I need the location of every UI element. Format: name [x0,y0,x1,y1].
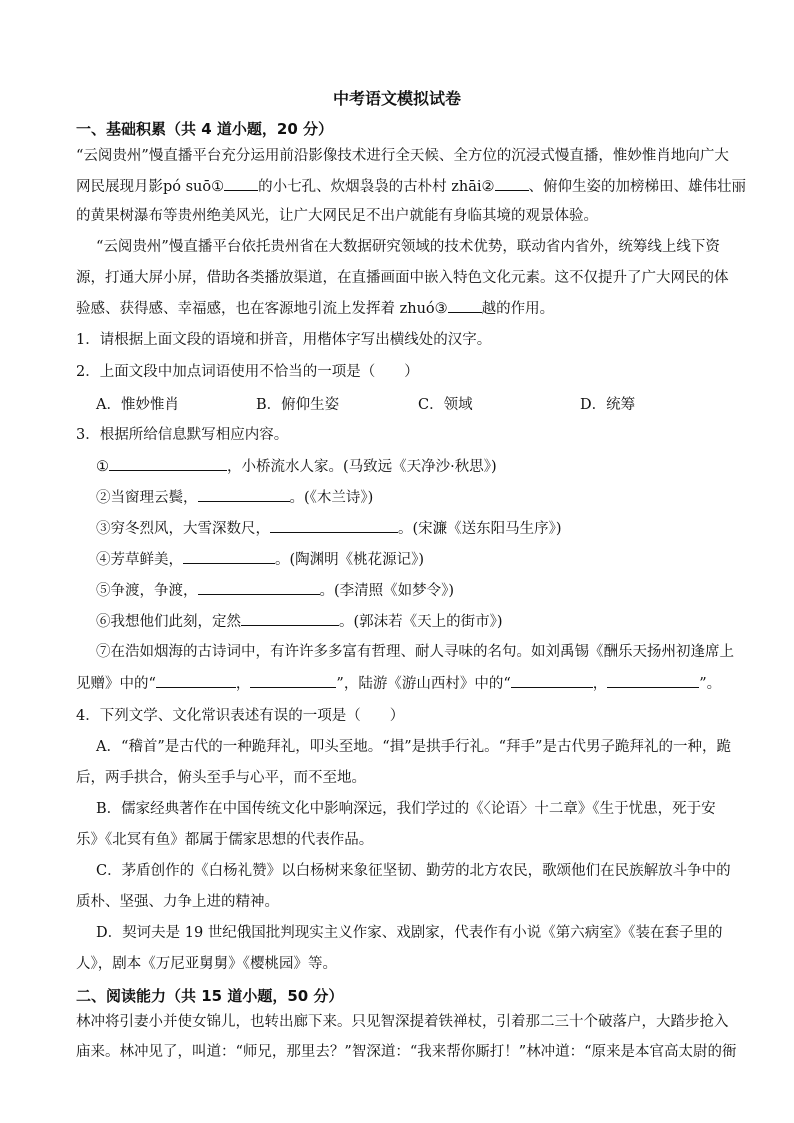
item-text: ②当窗理云鬓， [96,490,198,506]
passage-line-2 [76,176,746,197]
recite-item-2 [96,487,373,508]
answer-blank[interactable] [607,673,699,688]
reading-line-1: 林冲将引妻小并使女锦儿，也转出廊下来。只见智深提着铁禅杖，引着那二三十个破落户，大踏步抢入 [76,1014,729,1030]
answer-blank[interactable] [198,487,290,502]
option-b-line-2: 乐》《北冥有鱼》都属于儒家思想的代表作品。 [76,832,374,848]
option-b[interactable]: B．俯仰生姿 [256,397,340,413]
recite-item-3 [96,518,562,539]
option-c-line-1[interactable]: C．茅盾创作的《白杨礼赞》以白杨树来象征坚韧、勤劳的北方农民，歌颂他们在民族解放斗争中的 [96,863,731,879]
item-text: ① [96,459,109,475]
answer-blank[interactable] [270,518,398,533]
answer-blank[interactable] [250,673,336,688]
item-text: ⑤争渡，争渡， [96,583,198,599]
item-text: ③穷冬烈风，大雪深数尺， [96,521,270,537]
recite-item-7-line-1: ⑦在浩如烟海的古诗词中，有许许多多富有哲理、耐人寻味的名句。如刘禹锡《酬乐天扬州初逢席上 [96,644,734,660]
item-text: ， [235,676,251,692]
answer-blank[interactable] [156,673,236,688]
question-2: 2．上面文段中加点词语使用不恰当的一项是（ ） [76,364,419,380]
passage-line-5: 源，打通大屏小屏，借助各类播放渠道，在直播画面中嵌入特色文化元素。这不仅提升了广大网民的体 [76,270,729,286]
item-text: 。(《木兰诗》) [289,490,374,506]
answer-blank[interactable] [241,611,339,626]
option-b-line-1[interactable]: B．儒家经典著作在中国传统文化中影响深远，我们学过的《〈论语〉十二章》《生于忧患，死于安 [96,801,716,817]
section-2-heading: 二、阅读能力（共 15 道小题，50 分） [76,987,344,1005]
passage-line-6 [76,298,554,319]
recite-item-7-line-2 [76,673,721,694]
question-4: 4．下列文学、文化常识表述有误的一项是（ ） [76,708,405,724]
option-a-line-2: 后，两手拱合，俯头至手与心平，而不至地。 [76,770,366,786]
answer-blank[interactable] [198,580,320,595]
question-1: 1．请根据上面文段的语境和拼音，用楷体字写出横线处的汉字。 [76,332,492,348]
answer-blank[interactable] [495,176,529,191]
option-c[interactable]: C．领域 [418,397,473,413]
item-text: ”。 [699,676,722,692]
passage-text: 网民展现月影pó suō① [76,179,225,195]
item-text: 。(宋濂《送东阳马生序》) [398,521,562,537]
answer-blank[interactable] [448,298,482,313]
section-1-heading: 一、基础积累（共 4 道小题，20 分） [76,120,333,138]
item-text: 见赠》中的“ [76,676,156,692]
passage-text: 验感、获得感、幸福感，也在客源地引流上发挥着 zhuó③ [76,301,448,317]
recite-item-4 [96,549,424,570]
answer-blank[interactable] [224,176,258,191]
answer-blank[interactable] [183,549,275,564]
page-title: 中考语文模拟试卷 [332,89,461,108]
item-text: ， [592,676,608,692]
passage-text: 的小七孔、炊烟袅袅的古朴村 zhāi② [258,179,495,195]
item-text: 。(陶渊明《桃花源记》) [275,552,425,568]
recite-item-1 [96,456,497,477]
item-text: ”，陆游《游山西村》中的“ [336,676,511,692]
passage-line-3: 的黄果树瀑布等贵州绝美风光，让广大网民足不出户就能有身临其境的观景体验。 [76,208,598,224]
option-d[interactable]: D．统筹 [580,397,636,413]
item-text: ④芳草鲜美， [96,552,183,568]
question-3: 3．根据所给信息默写相应内容。 [76,427,289,443]
item-text: 。(郭沫若《天上的街市》) [339,614,503,630]
item-text: ⑥我想他们此刻，定然 [96,614,241,630]
answer-blank[interactable] [511,673,593,688]
option-d-line-2: 人》，剧本《万尼亚舅舅》《樱桃园》等。 [76,956,337,972]
recite-item-6 [96,611,503,632]
answer-blank[interactable] [109,456,227,471]
recite-item-5 [96,580,454,601]
passage-line-4: “云阅贵州”慢直播平台依托贵州省在大数据研究领域的技术优势，联动省内省外，统筹线上线下资 [96,239,720,255]
option-d-line-1[interactable]: D．契诃夫是 19 世纪俄国批判现实主义作家、戏剧家，代表作有小说《第六病室》《装在套子里的 [96,925,723,941]
option-a[interactable]: A．惟妙惟肖 [96,397,179,413]
passage-text: 、俯仰生姿的加榜梯田、雄伟壮丽 [528,179,747,195]
item-text: ，小桥流水人家。(马致远《天净沙·秋思》) [227,459,497,475]
item-text: 。(李清照《如梦令》) [319,583,455,599]
option-a-line-1[interactable]: A．“稽首”是古代的一种跪拜礼，叩头至地。“揖”是拱手行礼。“拜手”是古代男子跪拜礼的一种，跪 [96,739,731,755]
option-c-line-2: 质朴、坚强、力争上进的精神。 [76,894,279,910]
reading-line-2: 庙来。林冲见了，叫道：“师兄，那里去？”智深道：“我来帮你厮打！”林冲道：“原来是本官高太尉的衙 [76,1044,737,1060]
passage-text: 越的作用。 [481,301,555,317]
passage-line-1: “云阅贵州”慢直播平台充分运用前沿影像技术进行全天候、全方位的沉浸式慢直播，惟妙惟肖地向广大 [76,148,729,164]
